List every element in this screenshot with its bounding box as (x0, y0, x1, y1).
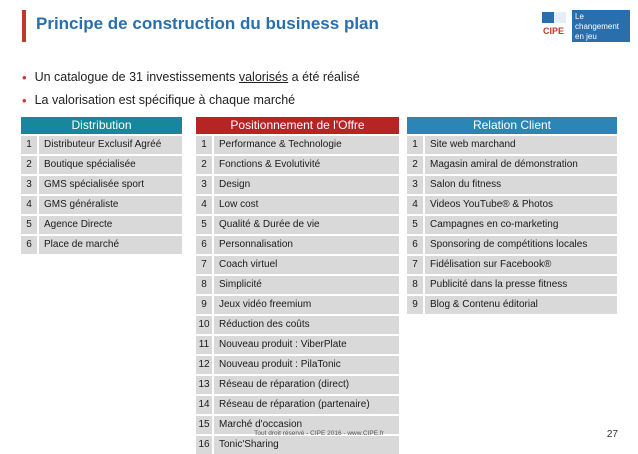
item-number: 5 (21, 216, 37, 234)
item-label: Videos YouTube® & Photos (425, 196, 617, 214)
column-offre (196, 117, 399, 454)
bullet-list (22, 66, 360, 112)
item-number: 1 (196, 136, 212, 154)
item-number: 8 (196, 276, 212, 294)
list-item (407, 196, 617, 214)
item-label: Magasin amiral de démonstration (425, 156, 617, 174)
item-number: 2 (21, 156, 37, 174)
item-number: 6 (196, 236, 212, 254)
item-label: Personnalisation (214, 236, 399, 254)
item-label: Low cost (214, 196, 399, 214)
list-item (21, 216, 182, 234)
item-label: Jeux vidéo freemium (214, 296, 399, 314)
item-number: 12 (196, 356, 212, 374)
item-number: 7 (407, 256, 423, 274)
cipe-logo (540, 10, 630, 42)
item-label: Design (214, 176, 399, 194)
item-number: 4 (407, 196, 423, 214)
column-header: Positionnement de l'Offre (196, 117, 399, 134)
page-title: Principe de construction du business plan (36, 14, 379, 33)
list-item (196, 136, 399, 154)
item-label: Salon du fitness (425, 176, 617, 194)
list-item (407, 136, 617, 154)
item-label: Performance & Technologie (214, 136, 399, 154)
list-item (196, 176, 399, 194)
item-number: 2 (196, 156, 212, 174)
item-label: Fonctions & Evolutivité (214, 156, 399, 174)
item-number: 13 (196, 376, 212, 394)
list-item (407, 256, 617, 274)
item-label: Place de marché (39, 236, 182, 254)
logo-brand: CIPE (543, 26, 565, 36)
list-item (196, 216, 399, 234)
item-number: 14 (196, 396, 212, 414)
item-label: Campagnes en co-marketing (425, 216, 617, 234)
column-relation-client (407, 117, 617, 314)
item-number: 9 (407, 296, 423, 314)
list-item (407, 276, 617, 294)
list-item (196, 356, 399, 374)
logo-line3: en jeu (575, 32, 597, 41)
list-item (196, 436, 399, 454)
item-number: 11 (196, 336, 212, 354)
list-item (407, 236, 617, 254)
bullet-dot-icon: • (22, 70, 27, 85)
list-item (196, 256, 399, 274)
list-item (21, 196, 182, 214)
item-number: 15 (196, 416, 212, 434)
list-item (407, 176, 617, 194)
item-label: Boutique spécialisée (39, 156, 182, 174)
item-number: 8 (407, 276, 423, 294)
item-label: Blog & Contenu éditorial (425, 296, 617, 314)
item-number: 1 (407, 136, 423, 154)
list-item (196, 276, 399, 294)
list-item (21, 236, 182, 254)
list-item (21, 136, 182, 154)
list-item (196, 196, 399, 214)
bullet-text: La valorisation est spécifique à chaque marché (34, 93, 296, 107)
item-label: Réduction des coûts (214, 316, 399, 334)
bullet-item (22, 89, 360, 112)
item-label: Réseau de réparation (partenaire) (214, 396, 399, 414)
list-item (196, 396, 399, 414)
page-number: 27 (606, 429, 618, 440)
item-number: 4 (196, 196, 212, 214)
item-label: GMS généraliste (39, 196, 182, 214)
list-item (196, 296, 399, 314)
list-item (407, 216, 617, 234)
item-number: 6 (21, 236, 37, 254)
item-number: 7 (196, 256, 212, 274)
item-label: Fidélisation sur Facebook® (425, 256, 617, 274)
item-label: Nouveau produit : ViberPlate (214, 336, 399, 354)
item-label: Marché d'occasion (214, 416, 399, 434)
item-label: Sponsoring de compétitions locales (425, 236, 617, 254)
logo-line2: changement (575, 22, 620, 31)
title-accent-bar (22, 10, 26, 42)
item-number: 6 (407, 236, 423, 254)
bullet-item (22, 66, 360, 89)
logo-line1: Le (575, 12, 584, 21)
footer-copyright: Tout droit réservé - CIPE 2016 - www.CIPE.fr (254, 430, 384, 437)
item-number: 1 (21, 136, 37, 154)
item-label: Qualité & Durée de vie (214, 216, 399, 234)
list-item (196, 156, 399, 174)
item-number: 2 (407, 156, 423, 174)
item-label: Site web marchand (425, 136, 617, 154)
item-number: 9 (196, 296, 212, 314)
item-label: Simplicité (214, 276, 399, 294)
item-number: 3 (21, 176, 37, 194)
item-label: GMS spécialisée sport (39, 176, 182, 194)
list-item (21, 156, 182, 174)
list-item (196, 376, 399, 394)
item-label: Nouveau produit : PilaTonic (214, 356, 399, 374)
item-number: 10 (196, 316, 212, 334)
item-label: Distributeur Exclusif Agréé (39, 136, 182, 154)
bullet-dot-icon: • (22, 93, 27, 108)
item-label: Coach virtuel (214, 256, 399, 274)
item-number: 4 (21, 196, 37, 214)
item-label: Agence Directe (39, 216, 182, 234)
item-number: 3 (196, 176, 212, 194)
list-item (407, 296, 617, 314)
item-number: 5 (407, 216, 423, 234)
item-number: 3 (407, 176, 423, 194)
list-item (407, 156, 617, 174)
column-header: Distribution (21, 117, 182, 134)
list-item (21, 176, 182, 194)
bullet-text: Un catalogue de 31 investissements valorisés a été réalisé (34, 70, 360, 84)
column-header: Relation Client (407, 117, 617, 134)
item-label: Publicité dans la presse fitness (425, 276, 617, 294)
list-item (196, 316, 399, 334)
column-distribution (21, 117, 182, 254)
list-item (196, 236, 399, 254)
item-label: Tonic'Sharing (214, 436, 399, 454)
item-label: Réseau de réparation (direct) (214, 376, 399, 394)
item-number: 16 (196, 436, 212, 454)
item-number: 5 (196, 216, 212, 234)
list-item (196, 336, 399, 354)
